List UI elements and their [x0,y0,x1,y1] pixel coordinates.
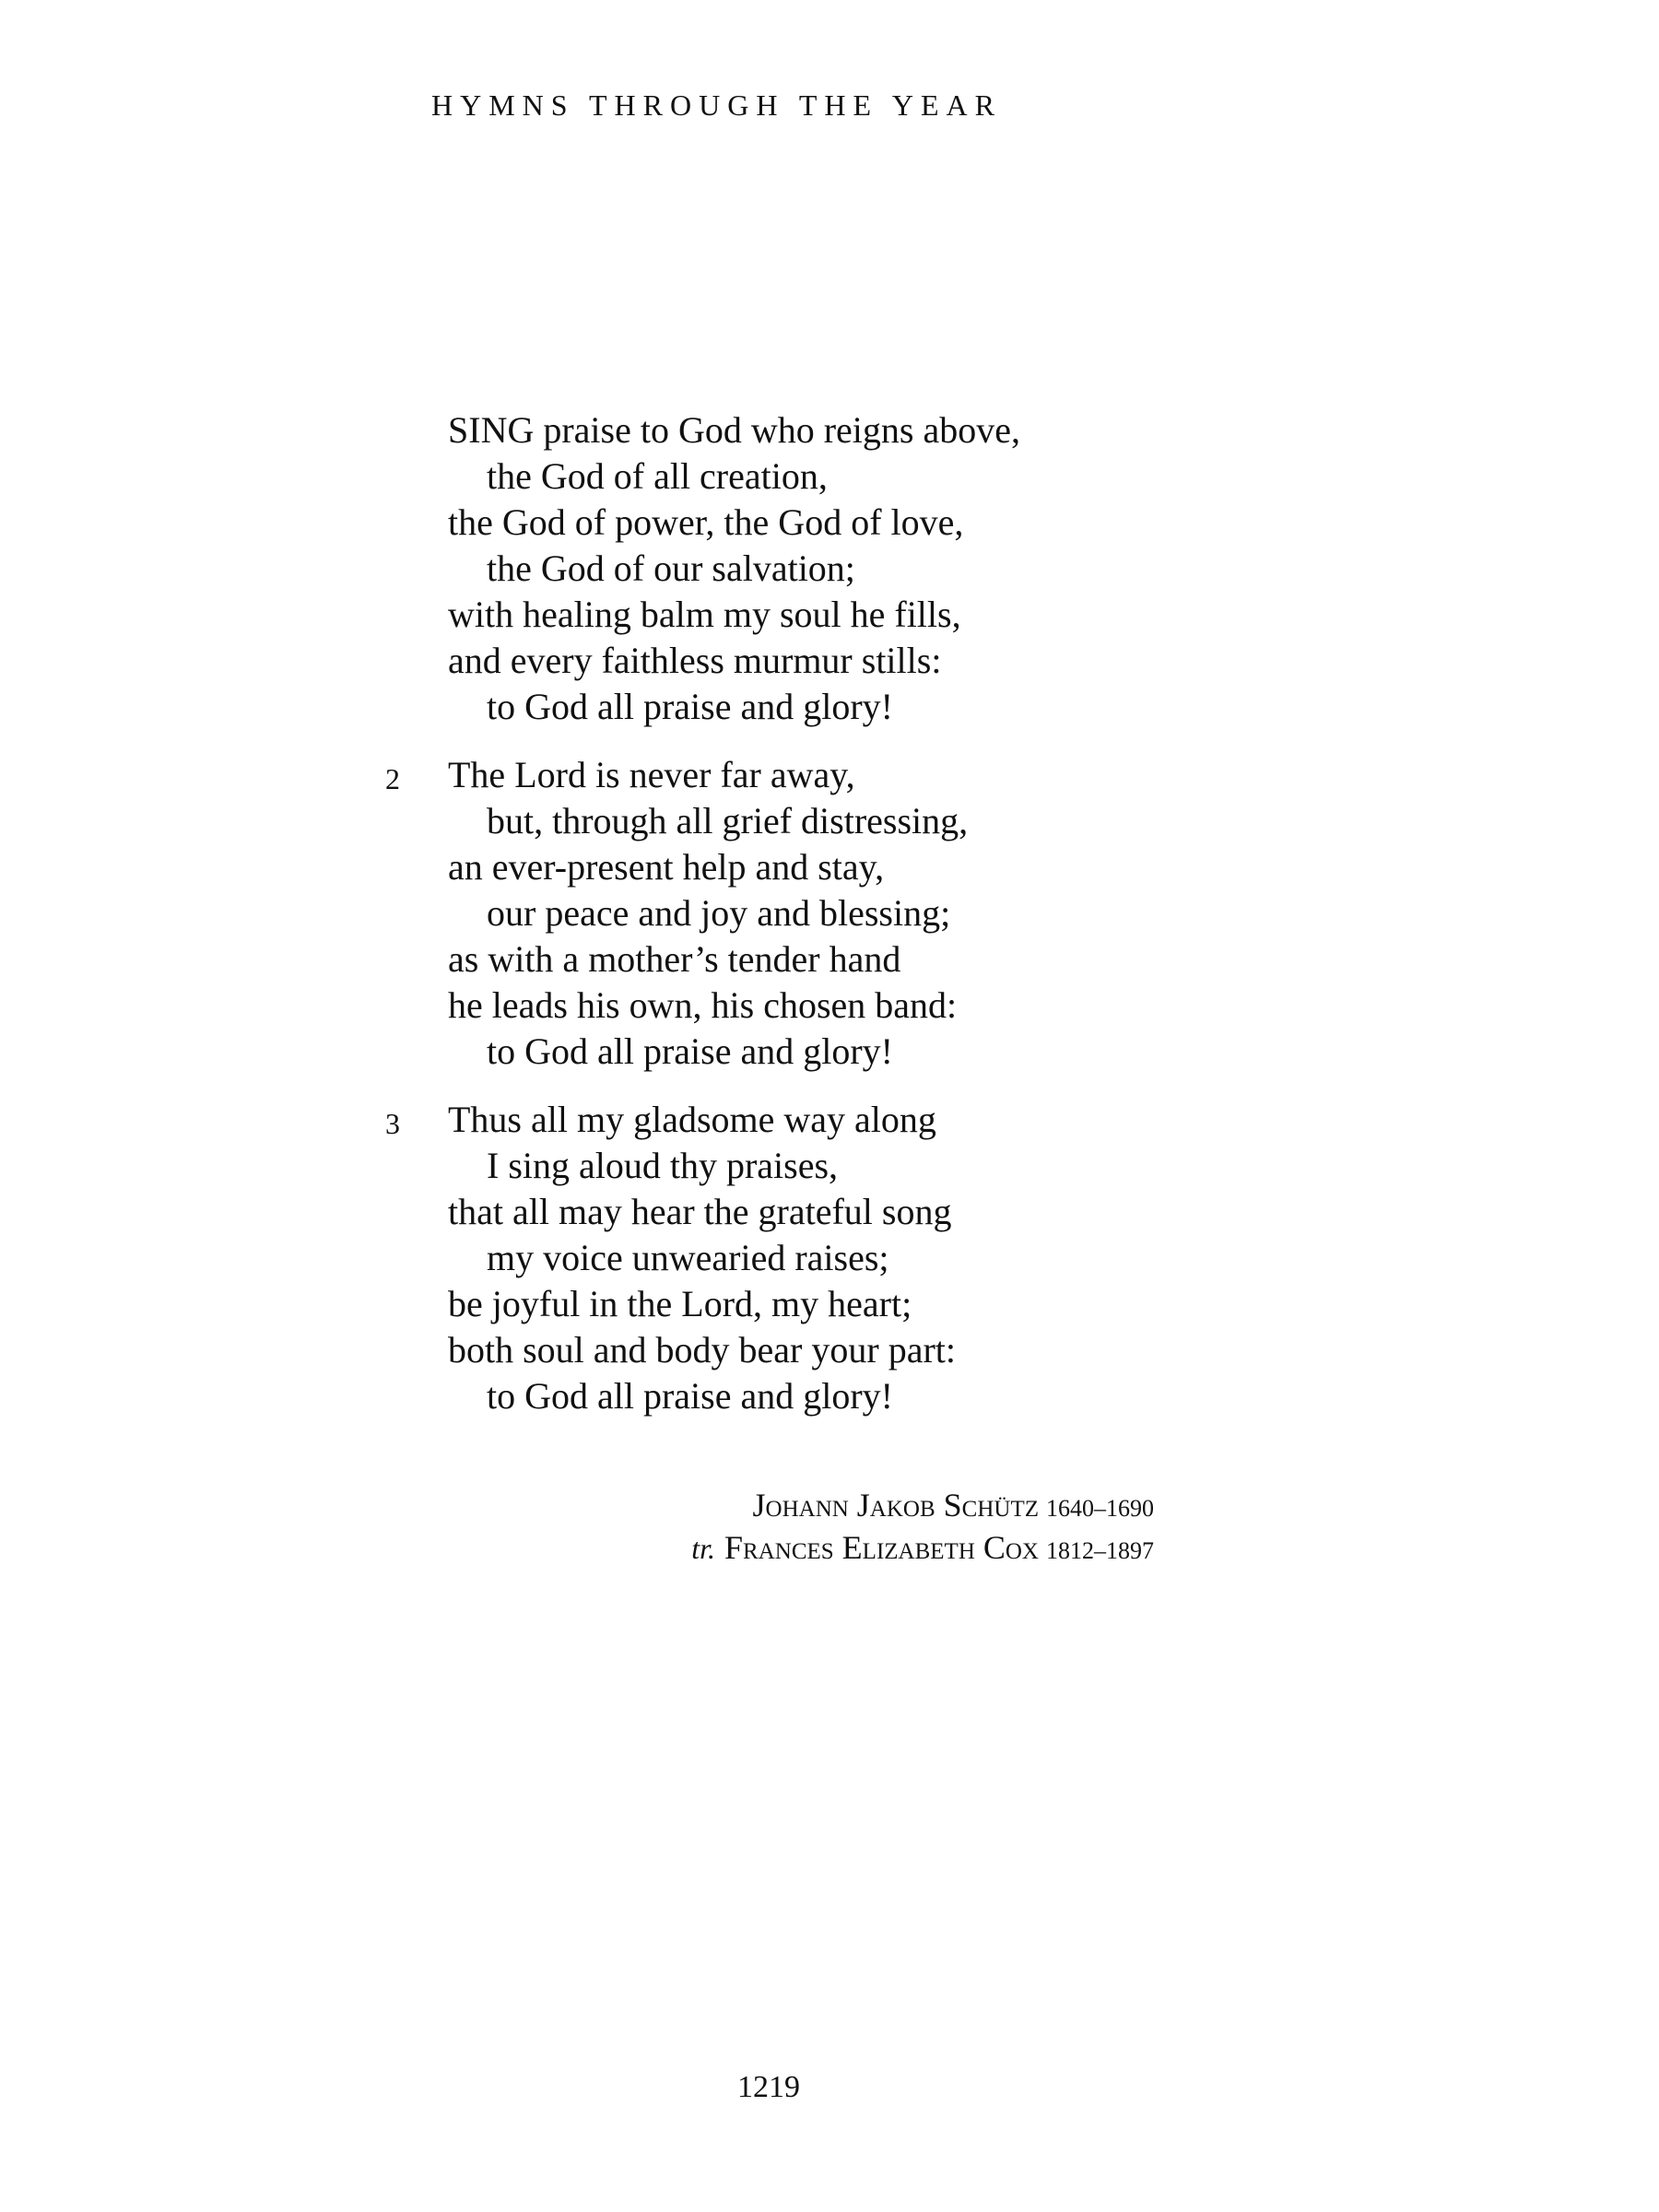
verse-line: to God all praise and glory! [487,1375,893,1417]
verse-2 [378,752,1207,1075]
verse-line: SING praise to God who reigns above, [448,409,1020,451]
page-number: 1219 [737,2070,800,2104]
verse-line: and every faithless murmur stills: [448,640,942,681]
verse-line: he leads his own, his chosen band: [448,984,958,1026]
verse-3 [378,1097,1207,1419]
verse-line: to God all praise and glory! [487,686,893,727]
verse-number: 2 [385,762,400,795]
verse-line: the God of all creation, [487,455,828,497]
verse-line: to God all praise and glory! [487,1030,893,1072]
verse-1 [378,407,1207,730]
verse-line: Thus all my gladsome way along [448,1099,936,1140]
translator-prefix: tr. [691,1532,716,1565]
verse-line: an ever-present help and stay, [448,846,885,888]
attribution [525,1486,1154,1571]
verse-line: the God of power, the God of love, [448,501,964,543]
verse-line: our peace and joy and blessing; [487,892,951,934]
author-name: Johann Jakob Schütz [752,1487,1039,1524]
verse-number: 3 [385,1107,400,1140]
running-head: HYMNS THROUGH THE YEAR [431,88,1002,122]
verse-line: I sing aloud thy praises, [487,1145,839,1186]
verse-line: with healing balm my soul he fills, [448,594,961,635]
verse-line: that all may hear the grateful song [448,1191,952,1232]
verse-line: my voice unwearied raises; [487,1237,889,1278]
verse-line: be joyful in the Lord, my heart; [448,1283,912,1324]
author-dates: 1640–1690 [1046,1495,1154,1522]
translator-name: Frances Elizabeth Cox [724,1529,1039,1566]
verse-line: as with a mother’s tender hand [448,938,901,980]
verse-line: The Lord is never far away, [448,754,855,795]
translator-dates: 1812–1897 [1046,1537,1154,1564]
author-credit [525,1486,1154,1528]
translator-credit [525,1528,1154,1571]
verse-line: the God of our salvation; [487,547,855,589]
hymn-text [378,407,1207,1419]
verse-line: but, through all grief distressing, [487,800,969,841]
verse-line: both soul and body bear your part: [448,1329,956,1371]
